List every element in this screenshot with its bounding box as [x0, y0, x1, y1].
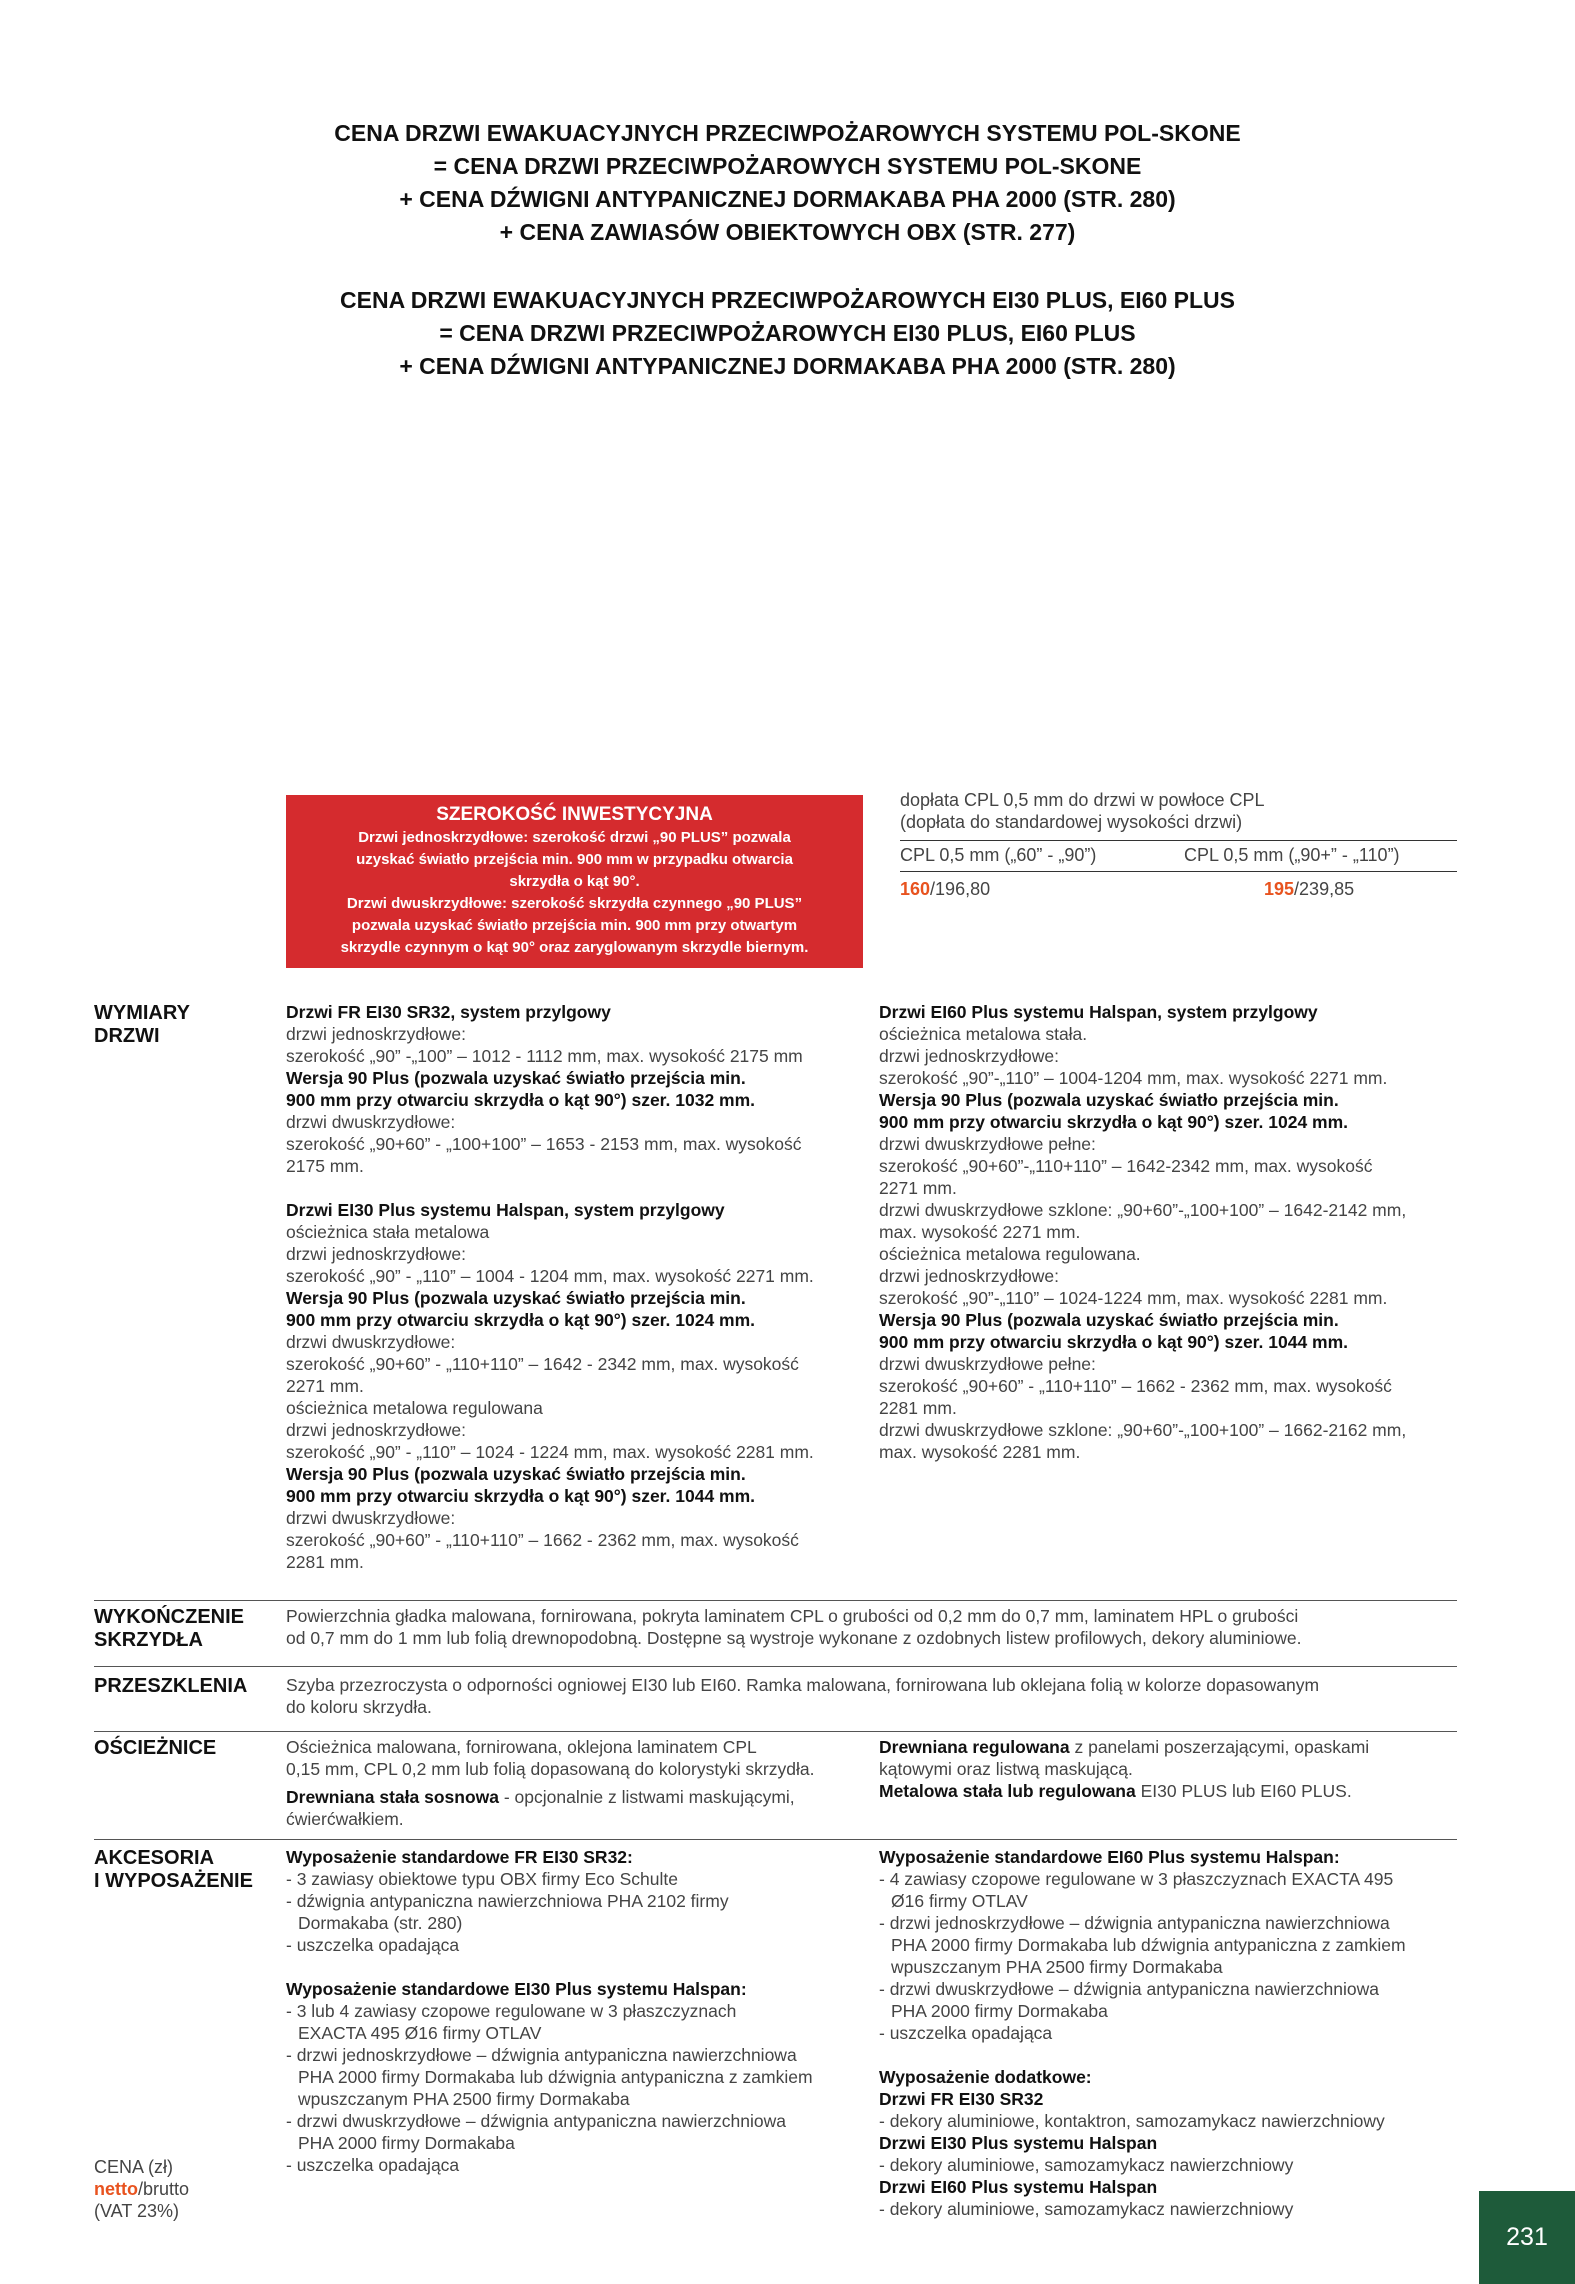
text-line: - uszczelka opadająca — [879, 2023, 1053, 2043]
text-line — [879, 1780, 1369, 1802]
text-line: szerokość „90”-„110” – 1024-1224 mm, max. wysokość 2281 mm. — [879, 1288, 1388, 1308]
wykonczenie-text — [286, 1605, 1302, 1649]
cpl-caption-line-2: (dopłata do standardowej wysokości drzwi) — [900, 812, 1243, 832]
text-line: 2271 mm. — [879, 1178, 957, 1198]
text-line: - 3 zawiasy obiektowe typu OBX firmy Eco Schulte — [286, 1869, 678, 1889]
text-line: drzwi dwuskrzydłowe szklone: „90+60”-„100+100” – 1642-2142 mm, — [879, 1200, 1407, 1220]
text-phrase: - opcjonalnie z listwami maskującymi, — [499, 1787, 795, 1807]
text-line: drzwi dwuskrzydłowe: — [286, 1332, 456, 1352]
text-line: - dekory aluminiowe, kontaktron, samozamykacz nawierzchniowy — [879, 2111, 1385, 2131]
text-line: szerokość „90+60” - „110+110” – 1662 - 2362 mm, max. wysokość — [286, 1530, 799, 1550]
price-label-line: CENA (zł) — [94, 2157, 174, 2177]
price-label-brutto: /brutto — [138, 2179, 190, 2199]
cpl-col1-header: CPL 0,5 mm („60” - „90”) — [900, 845, 1097, 865]
cpl-col2-netto: 195 — [1264, 879, 1295, 899]
investment-width-text — [286, 827, 863, 959]
text-line: PHA 2000 firmy Dormakaba lub dźwignia antypaniczna z zamkiem — [891, 1935, 1406, 1955]
text-line: - drzwi dwuskrzydłowe – dźwignia antypaniczna nawierzchniowa — [286, 2111, 786, 2131]
text-line: - drzwi jednoskrzydłowe – dźwignia antypaniczna nawierzchniowa — [286, 2045, 797, 2065]
text-line: Powierzchnia gładka malowana, fornirowana, pokryta laminatem CPL o grubości od 0,2 mm do 0,7 mm, laminatem HPL o grubości — [286, 1606, 1299, 1626]
text-line: drzwi dwuskrzydłowe: — [286, 1112, 456, 1132]
bold-line: Wyposażenie standardowe EI30 Plus systemu Halspan: — [286, 1979, 747, 1999]
bold-line: 900 mm przy otwarciu skrzydła o kąt 90°) szer. 1044 mm. — [879, 1332, 1349, 1352]
text-line: drzwi jednoskrzydłowe: — [286, 1244, 466, 1264]
section-label-line: WYMIARY — [94, 1002, 190, 1024]
section-label-line: DRZWI — [94, 1025, 160, 1047]
text-line: - drzwi jednoskrzydłowe – dźwignia antypaniczna nawierzchniowa — [879, 1913, 1390, 1933]
bold-line: 900 mm przy otwarciu skrzydła o kąt 90°) szer. 1044 mm. — [286, 1486, 756, 1506]
text-line: - 3 lub 4 zawiasy czopowe regulowane w 3 płaszczyznach — [286, 2001, 737, 2021]
bold-line: Drzwi EI30 Plus systemu Halspan, system przylgowy — [286, 1200, 725, 1220]
section-label-przeszklenia — [94, 1675, 247, 1698]
bold-phrase: Metalowa stała lub regulowana — [879, 1781, 1136, 1801]
text-line: szerokość „90+60” - „100+100” – 1653 - 2153 mm, max. wysokość — [286, 1134, 802, 1154]
text-line: - dekory aluminiowe, samozamykacz nawierzchniowy — [879, 2199, 1294, 2219]
bold-phrase: Drewniana regulowana — [879, 1737, 1070, 1757]
text-line: Ø16 firmy OTLAV — [891, 1891, 1028, 1911]
text-line: 2175 mm. — [286, 1156, 364, 1176]
bold-phrase: Drewniana stała sosnowa — [286, 1787, 499, 1807]
price-label-line — [94, 2178, 189, 2200]
section-label-line: PRZESZKLENIA — [94, 1675, 248, 1697]
text-line: szerokość „90” - „110” – 1004 - 1204 mm, max. wysokość 2271 mm. — [286, 1266, 814, 1286]
text-line: = CENA DRZWI PRZECIWPOŻAROWYCH SYSTEMU POL-SKONE — [433, 153, 1142, 179]
bold-line: Drzwi EI30 Plus systemu Halspan — [879, 2133, 1158, 2153]
text-line: skrzydła o kąt 90°. — [509, 873, 640, 890]
text-line: ościeżnica stała metalowa — [286, 1222, 490, 1242]
section-label-oscieznice — [94, 1737, 216, 1760]
text-line: pozwala uzyskać światło przejścia min. 900 mm przy otwartym — [351, 917, 798, 934]
section-label-line: AKCESORIA — [94, 1847, 215, 1869]
text-line: drzwi jednoskrzydłowe: — [879, 1046, 1059, 1066]
text-line: 2281 mm. — [286, 1552, 364, 1572]
bold-line: Wyposażenie dodatkowe: — [879, 2067, 1092, 2087]
spacer — [286, 1177, 814, 1199]
text-line: drzwi jednoskrzydłowe: — [286, 1420, 466, 1440]
text-line: szerokość „90”-„110” – 1004-1204 mm, max. wysokość 2271 mm. — [879, 1068, 1388, 1088]
section-label-line: I WYPOSAŻENIE — [94, 1870, 253, 1892]
bold-line: Drzwi EI60 Plus systemu Halspan — [879, 2177, 1158, 2197]
text-line: od 0,7 mm do 1 mm lub folią drewnopodobną. Dostępne są wystroje wykonane z ozdobnych listew profilowych, dekory aluminiowe. — [286, 1628, 1302, 1648]
text-line: - dźwignia antypaniczna nawierzchniowa PHA 2102 firmy — [286, 1891, 729, 1911]
text-line: do koloru skrzydła. — [286, 1697, 432, 1717]
cpl-col2-price — [1264, 879, 1354, 900]
bold-line: Wyposażenie standardowe FR EI30 SR32: — [286, 1847, 633, 1867]
section-label-akcesoria — [94, 1847, 253, 1893]
text-line: szerokość „90” -„100” – 1012 - 1112 mm, max. wysokość 2175 mm — [286, 1046, 803, 1066]
bold-line: Wersja 90 Plus (pozwala uzyskać światło przejścia min. — [286, 1068, 746, 1088]
text-line: szerokość „90+60” - „110+110” – 1642 - 2342 mm, max. wysokość — [286, 1354, 799, 1374]
cpl-surcharge-table — [900, 789, 1457, 899]
bold-line: 900 mm przy otwarciu skrzydła o kąt 90°) szer. 1032 mm. — [286, 1090, 756, 1110]
text-line: - 4 zawiasy czopowe regulowane w 3 płaszczyznach EXACTA 495 — [879, 1869, 1394, 1889]
text-line: Ościeżnica malowana, fornirowana, oklejona laminatem CPL — [286, 1737, 757, 1757]
section-label-wymiary — [94, 1002, 190, 1048]
text-line: drzwi jednoskrzydłowe: — [286, 1024, 466, 1044]
cpl-rule-top — [900, 840, 1457, 841]
bold-line: Wyposażenie standardowe EI60 Plus systemu Halspan: — [879, 1847, 1340, 1867]
header-block-plus — [0, 284, 1575, 383]
bold-line: Wersja 90 Plus (pozwala uzyskać światło przejścia min. — [286, 1288, 746, 1308]
wymiary-left-column — [286, 1001, 814, 1573]
header-block-pol-skone — [0, 117, 1575, 249]
bold-line: 900 mm przy otwarciu skrzydła o kąt 90°) szer. 1024 mm. — [879, 1112, 1349, 1132]
text-phrase: z panelami poszerzającymi, opaskami — [1069, 1737, 1370, 1757]
wymiary-right-column — [879, 1001, 1406, 1463]
text-line: - uszczelka opadająca — [286, 2155, 460, 2175]
section-label-line: SKRZYDŁA — [94, 1629, 203, 1651]
cpl-col2-brutto: /239,85 — [1294, 879, 1355, 899]
text-line: CENA DRZWI EWAKUACYJNYCH PRZECIWPOŻAROWYCH EI30 PLUS, EI60 PLUS — [340, 287, 1235, 313]
text-line: drzwi dwuskrzydłowe pełne: — [879, 1354, 1096, 1374]
text-line: skrzydle czynnym o kąt 90° oraz zaryglowanym skrzydle biernym. — [340, 939, 809, 956]
text-line: Dormakaba (str. 280) — [298, 1913, 463, 1933]
spacer — [286, 1956, 813, 1978]
przeszklenia-text — [286, 1674, 1319, 1718]
investment-width-box — [286, 795, 863, 968]
section-label-line: OŚCIEŻNICE — [94, 1737, 217, 1759]
cpl-col1-brutto: /196,80 — [930, 879, 991, 899]
text-line: 2271 mm. — [286, 1376, 364, 1396]
akcesoria-right-column — [879, 1846, 1406, 2220]
bold-line: 900 mm przy otwarciu skrzydła o kąt 90°) szer. 1024 mm. — [286, 1310, 756, 1330]
bold-line: Wersja 90 Plus (pozwala uzyskać światło przejścia min. — [879, 1310, 1339, 1330]
oscieznice-right — [879, 1736, 1369, 1802]
text-line: + CENA DŹWIGNI ANTYPANICZNEJ DORMAKABA PHA 2000 (STR. 280) — [399, 186, 1176, 212]
investment-width-title: SZEROKOŚĆ INWESTYCYJNA — [436, 804, 713, 825]
price-label — [94, 2156, 189, 2222]
spacer — [879, 2044, 1406, 2066]
text-line: ościeżnica metalowa regulowana — [286, 1398, 543, 1418]
text-line — [286, 1786, 814, 1808]
text-line: PHA 2000 firmy Dormakaba — [891, 2001, 1108, 2021]
text-line: CENA DRZWI EWAKUACYJNYCH PRZECIWPOŻAROWYCH SYSTEMU POL-SKONE — [334, 120, 1241, 146]
text-line: drzwi dwuskrzydłowe szklone: „90+60”-„100+100” – 1662-2162 mm, — [879, 1420, 1407, 1440]
text-line: Drzwi jednoskrzydłowe: szerokość drzwi „90 PLUS” pozwala — [358, 829, 791, 846]
cpl-caption-line-1: dopłata CPL 0,5 mm do drzwi w powłoce CPL — [900, 790, 1265, 810]
section-label-wykonczenie — [94, 1606, 244, 1652]
cpl-col1-netto: 160 — [900, 879, 931, 899]
cpl-col1-price — [900, 879, 990, 900]
text-line: - drzwi dwuskrzydłowe – dźwignia antypaniczna nawierzchniowa — [879, 1979, 1379, 1999]
bold-line: Drzwi FR EI30 SR32, system przylgowy — [286, 1002, 611, 1022]
bold-line: Wersja 90 Plus (pozwala uzyskać światło przejścia min. — [286, 1464, 746, 1484]
cpl-col2-header: CPL 0,5 mm („90+” - „110”) — [1184, 845, 1400, 865]
price-label-netto: netto — [94, 2179, 138, 2199]
akcesoria-left-column — [286, 1846, 813, 2176]
text-line: - dekory aluminiowe, samozamykacz nawierzchniowy — [879, 2155, 1294, 2175]
separator — [94, 1731, 1457, 1732]
text-line: - uszczelka opadająca — [286, 1935, 460, 1955]
bold-line: Wersja 90 Plus (pozwala uzyskać światło przejścia min. — [879, 1090, 1339, 1110]
price-label-line: (VAT 23%) — [94, 2201, 180, 2221]
text-line: uzyskać światło przejścia min. 900 mm w przypadku otwarcia — [356, 851, 793, 868]
text-line: + CENA ZAWIASÓW OBIEKTOWYCH OBX (STR. 277) — [499, 219, 1076, 245]
text-line: PHA 2000 firmy Dormakaba — [298, 2133, 515, 2153]
text-line: PHA 2000 firmy Dormakaba lub dźwignia antypaniczna z zamkiem — [298, 2067, 813, 2087]
text-line: drzwi jednoskrzydłowe: — [879, 1266, 1059, 1286]
text-line: 2281 mm. — [879, 1398, 957, 1418]
text-line: + CENA DŹWIGNI ANTYPANICZNEJ DORMAKABA PHA 2000 (STR. 280) — [399, 353, 1176, 379]
separator — [94, 1600, 1457, 1601]
cpl-rule-bottom — [900, 871, 1457, 872]
text-line: ościeżnica metalowa regulowana. — [879, 1244, 1141, 1264]
text-line: ościeżnica metalowa stała. — [879, 1024, 1088, 1044]
text-line: kątowymi oraz listwą maskującą. — [879, 1759, 1133, 1779]
text-line: Drzwi dwuskrzydłowe: szerokość skrzydła czynnego „90 PLUS” — [346, 895, 803, 912]
text-line: szerokość „90+60”-„110+110” – 1642-2342 mm, max. wysokość — [879, 1156, 1373, 1176]
text-phrase: EI30 PLUS lub EI60 PLUS. — [1135, 1781, 1352, 1801]
text-line: = CENA DRZWI PRZECIWPOŻAROWYCH EI30 PLUS, EI60 PLUS — [439, 320, 1136, 346]
text-line — [879, 1736, 1369, 1758]
text-line: EXACTA 495 Ø16 firmy OTLAV — [298, 2023, 542, 2043]
text-line: max. wysokość 2271 mm. — [879, 1222, 1081, 1242]
bold-line: Drzwi FR EI30 SR32 — [879, 2089, 1044, 2109]
oscieznice-left — [286, 1736, 814, 1830]
text-line: wpuszczanym PHA 2500 firmy Dormakaba — [298, 2089, 630, 2109]
separator — [94, 1839, 1457, 1840]
text-line: 0,15 mm, CPL 0,2 mm lub folią dopasowaną do kolorystyki skrzydła. — [286, 1759, 815, 1779]
text-line: Szyba przezroczysta o odporności ogniowej EI30 lub EI60. Ramka malowana, fornirowana lub oklejana folią w kolorze dopasowanym — [286, 1675, 1320, 1695]
bold-line: Drzwi EI60 Plus systemu Halspan, system przylgowy — [879, 1002, 1318, 1022]
text-line: drzwi dwuskrzydłowe pełne: — [879, 1134, 1096, 1154]
text-line: szerokość „90+60” - „110+110” – 1662 - 2362 mm, max. wysokość — [879, 1376, 1392, 1396]
text-line: szerokość „90” - „110” – 1024 - 1224 mm, max. wysokość 2281 mm. — [286, 1442, 814, 1462]
text-line: drzwi dwuskrzydłowe: — [286, 1508, 456, 1528]
text-line: ćwierćwałkiem. — [286, 1809, 404, 1829]
section-label-line: WYKOŃCZENIE — [94, 1606, 244, 1628]
text-line: wpuszczanym PHA 2500 firmy Dormakaba — [891, 1957, 1223, 1977]
separator — [94, 1666, 1457, 1667]
text-line: max. wysokość 2281 mm. — [879, 1442, 1081, 1462]
page-number: 231 — [1479, 2191, 1575, 2284]
